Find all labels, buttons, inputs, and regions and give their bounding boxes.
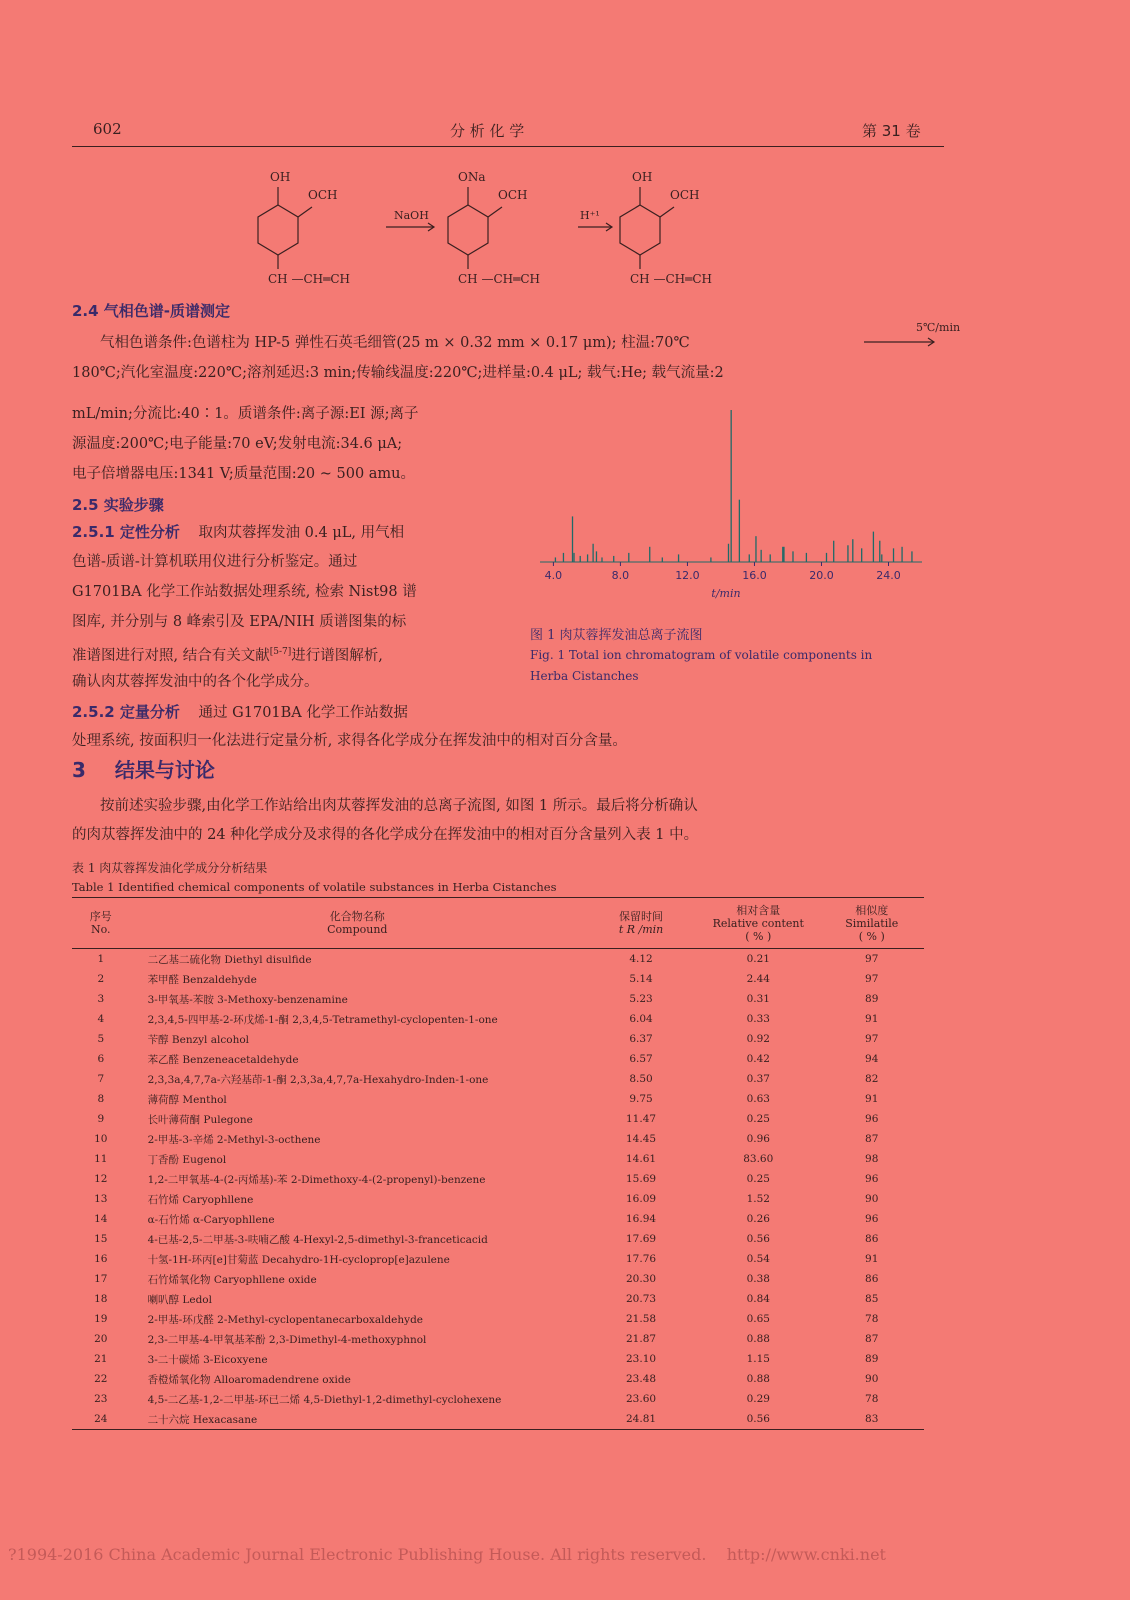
cell-retention-time: 21.58 xyxy=(626,1313,657,1325)
cell-no: 9 xyxy=(97,1113,105,1125)
cell-similarity: 82 xyxy=(865,1073,879,1085)
cell-compound: 石竹烯氧化物 Caryophllene oxide xyxy=(147,1273,317,1286)
qualitative-line6: 确认肉苁蓉挥发油中的各个化学成分。 xyxy=(72,674,319,690)
cell-no: 1 xyxy=(97,953,105,965)
cell-compound: 二乙基二硫化物 Diethyl disulfide xyxy=(147,953,312,966)
cell-no: 19 xyxy=(94,1313,108,1325)
table-row xyxy=(72,1029,924,1049)
cell-no: 6 xyxy=(97,1053,105,1065)
ms-conditions-line3: 电子倍增器电压:1341 V;质量范围:20 ~ 500 amu。 xyxy=(72,466,416,482)
cell-retention-time: 23.60 xyxy=(626,1393,657,1405)
cell-relative-content: 0.88 xyxy=(746,1333,770,1345)
cell-compound: 3-二十碳烯 3-Eicoxyene xyxy=(147,1353,268,1366)
cell-compound: 丁香酚 Eugenol xyxy=(147,1153,227,1166)
table-caption-en: Table 1 Identified chemical components of volatile substances in Herba Cistanches xyxy=(72,880,557,894)
cell-no: 14 xyxy=(94,1213,108,1225)
benzene-ring-1 xyxy=(258,205,298,255)
results-paragraph-line2: 的肉苁蓉挥发油中的 24 种化学成分及求得的各化学成分在挥发油中的相对百分含量列入表 1 中。 xyxy=(72,827,699,843)
table-row xyxy=(72,1289,924,1309)
table-row xyxy=(72,1209,924,1229)
th-rt-cn: 保留时间 xyxy=(619,910,664,923)
cell-retention-time: 20.30 xyxy=(626,1273,657,1285)
th-rc-unit: ( % ) xyxy=(745,929,772,943)
m1-top-label: OH xyxy=(270,170,291,184)
cell-no: 2 xyxy=(97,973,105,985)
table-row xyxy=(72,1309,924,1329)
section-2-5-1-title: 2.5.1 定性分析 xyxy=(72,523,180,541)
cell-similarity: 86 xyxy=(865,1273,879,1285)
table-row xyxy=(72,1069,924,1089)
th-sim-en: Similatile xyxy=(845,916,899,930)
table-row xyxy=(72,1349,924,1369)
cell-relative-content: 0.42 xyxy=(746,1053,770,1065)
cell-similarity: 97 xyxy=(865,1033,879,1045)
table-row xyxy=(72,1129,924,1149)
cell-retention-time: 15.69 xyxy=(626,1173,657,1185)
m2-chain-label: CH —CH═CH xyxy=(458,272,540,286)
benzene-ring-2 xyxy=(448,205,488,255)
section-3-heading: 结果与讨论 xyxy=(114,758,215,782)
ramp-arrow xyxy=(862,337,938,347)
th-rc-cn: 相对含量 xyxy=(736,903,781,917)
cell-relative-content: 0.96 xyxy=(746,1133,770,1145)
cell-compound: 1,2-二甲氧基-4-(2-丙烯基)-苯 2-Dimethoxy-4-(2-propenyl)-benzene xyxy=(147,1173,486,1186)
qualitative-line4: 图库, 并分别与 8 峰索引及 EPA/NIH 质谱图集的标 xyxy=(72,614,407,630)
cell-retention-time: 23.10 xyxy=(626,1353,657,1365)
cell-compound: 2-甲基-3-辛烯 2-Methyl-3-octhene xyxy=(147,1133,321,1146)
cell-compound: 3-甲氧基-苯胺 3-Methoxy-benzenamine xyxy=(147,993,348,1006)
cell-compound: 苄醇 Benzyl alcohol xyxy=(147,1033,250,1046)
cell-similarity: 78 xyxy=(865,1313,879,1325)
cell-no: 16 xyxy=(94,1253,108,1265)
table-row xyxy=(72,1049,924,1069)
cell-compound: 石竹烯 Caryophllene xyxy=(147,1193,254,1206)
cell-retention-time: 4.12 xyxy=(629,953,653,965)
cell-no: 23 xyxy=(94,1393,108,1405)
cell-compound: 苯乙醛 Benzeneacetaldehyde xyxy=(147,1053,299,1066)
cell-retention-time: 16.94 xyxy=(626,1213,657,1225)
cell-similarity: 78 xyxy=(865,1393,879,1405)
cell-relative-content: 2.44 xyxy=(746,973,770,985)
qualitative-line5b: 进行谱图解析, xyxy=(291,647,383,664)
cell-retention-time: 20.73 xyxy=(626,1293,657,1305)
cell-retention-time: 14.61 xyxy=(626,1153,657,1165)
table-row xyxy=(72,1089,924,1109)
cell-similarity: 86 xyxy=(865,1233,879,1245)
cell-similarity: 94 xyxy=(865,1053,879,1065)
cell-compound: 苯甲醛 Benzaldehyde xyxy=(147,973,257,986)
cell-retention-time: 5.23 xyxy=(629,993,653,1005)
cell-similarity: 96 xyxy=(865,1213,879,1225)
cell-relative-content: 1.52 xyxy=(746,1193,770,1205)
reaction-scheme xyxy=(240,165,760,295)
cell-no: 22 xyxy=(94,1373,108,1385)
table-row xyxy=(72,1269,924,1289)
gc-conditions-line2: 180℃;汽化室温度:220℃;溶剂延迟:3 min;传输线温度:220℃;进样量:0.4 μL; 载气:He; 载气流量:2 xyxy=(72,365,724,381)
th-rc-en: Relative content xyxy=(712,916,804,930)
th-no-en: No. xyxy=(91,923,111,936)
cell-similarity: 90 xyxy=(865,1193,879,1205)
table-row xyxy=(72,969,924,989)
page-number: 602 xyxy=(93,120,122,138)
cell-similarity: 85 xyxy=(865,1293,879,1305)
cell-compound: 香橙烯氧化物 Alloaromadendrene oxide xyxy=(147,1373,351,1386)
cell-similarity: 89 xyxy=(865,993,879,1005)
table-row xyxy=(72,1229,924,1249)
cell-relative-content: 0.25 xyxy=(746,1113,770,1125)
table-row xyxy=(72,1409,924,1430)
journal-name: 分 析 化 学 xyxy=(450,122,525,140)
table-row xyxy=(72,1389,924,1409)
section-2-5-2-title: 2.5.2 定量分析 xyxy=(72,703,180,721)
cell-compound: 十氢-1H-环丙[e]甘菊蓝 Decahydro-1H-cycloprop[e]azulene xyxy=(147,1253,450,1266)
cell-no: 21 xyxy=(94,1353,108,1365)
cell-similarity: 91 xyxy=(865,1093,879,1105)
figure-caption-en-2: Herba Cistanches xyxy=(530,669,639,683)
table-caption-cn: 表 1 肉苁蓉挥发油化学成分分析结果 xyxy=(72,861,268,875)
cell-retention-time: 16.09 xyxy=(626,1193,657,1205)
table-row xyxy=(72,1169,924,1189)
cell-compound: α-石竹烯 α-Caryophllene xyxy=(147,1213,275,1226)
th-compound-cn: 化合物名称 xyxy=(329,910,385,923)
cell-similarity: 91 xyxy=(865,1253,879,1265)
cell-no: 4 xyxy=(97,1013,105,1025)
cell-retention-time: 17.76 xyxy=(626,1253,657,1265)
table-row xyxy=(72,1149,924,1169)
cell-retention-time: 6.37 xyxy=(629,1033,653,1045)
ramp-rate: 5℃/min xyxy=(916,321,961,334)
cell-retention-time: 14.45 xyxy=(626,1133,657,1145)
x-tick-label: 20.0 xyxy=(809,569,834,582)
table-row xyxy=(72,1249,924,1269)
cell-relative-content: 0.63 xyxy=(746,1093,770,1105)
m1-chain-label: CH —CH═CH xyxy=(268,272,350,286)
x-tick-label: 12.0 xyxy=(675,569,700,582)
cell-compound: 4,5-二乙基-1,2-二甲基-环已二烯 4,5-Diethyl-1,2-dimethyl-cyclohexene xyxy=(147,1393,502,1406)
cell-relative-content: 0.56 xyxy=(746,1413,770,1425)
cell-similarity: 91 xyxy=(865,1013,879,1025)
cell-relative-content: 0.21 xyxy=(746,953,770,965)
table-row xyxy=(72,1009,924,1029)
cell-no: 5 xyxy=(97,1033,105,1045)
x-tick-label: 16.0 xyxy=(742,569,767,582)
cell-relative-content: 0.56 xyxy=(746,1233,770,1245)
th-sim-cn: 相似度 xyxy=(855,903,889,917)
citation-ref: [5-7] xyxy=(269,647,292,657)
cell-retention-time: 11.47 xyxy=(626,1113,657,1125)
cell-retention-time: 8.50 xyxy=(629,1073,653,1085)
reagent-acid: H⁺¹ xyxy=(580,209,600,222)
cell-no: 12 xyxy=(94,1173,108,1185)
x-tick-label: 24.0 xyxy=(876,569,901,582)
cell-retention-time: 9.75 xyxy=(629,1093,653,1105)
th-sim-unit: ( % ) xyxy=(858,929,885,943)
cell-retention-time: 6.04 xyxy=(629,1013,653,1025)
cell-relative-content: 0.29 xyxy=(746,1393,770,1405)
table-row xyxy=(72,1329,924,1349)
cell-similarity: 96 xyxy=(865,1113,879,1125)
cell-compound: 2,3,3a,4,7,7a-六羟基茚-1-酮 2,3,3a,4,7,7a-Hexahydro-Inden-1-one xyxy=(147,1073,489,1086)
cell-relative-content: 1.15 xyxy=(746,1353,770,1365)
ms-conditions-line2: 源温度:200℃;电子能量:70 eV;发射电流:34.6 μA; xyxy=(72,436,403,452)
table-row xyxy=(72,1189,924,1209)
m2-sub-label: OCH xyxy=(498,188,528,202)
table-row xyxy=(72,989,924,1009)
cell-similarity: 90 xyxy=(865,1373,879,1385)
chromatogram-chart xyxy=(530,400,930,610)
cell-no: 13 xyxy=(94,1193,108,1205)
m3-sub-label: OCH xyxy=(670,188,700,202)
cell-no: 3 xyxy=(97,993,105,1005)
x-tick-label: 4.0 xyxy=(544,569,563,582)
cell-retention-time: 24.81 xyxy=(626,1413,657,1425)
cell-compound: 喇叭醇 Ledol xyxy=(147,1293,212,1306)
cell-relative-content: 0.65 xyxy=(746,1313,770,1325)
benzene-ring-3 xyxy=(620,205,660,255)
cell-compound: 2-甲基-环戊醛 2-Methyl-cyclopentanecarboxaldehyde xyxy=(147,1313,424,1326)
cell-compound: 长叶薄荷酮 Pulegone xyxy=(147,1113,253,1126)
cell-compound: 二十六烷 Hexacasane xyxy=(147,1413,258,1426)
cell-similarity: 97 xyxy=(865,953,879,965)
cell-relative-content: 0.54 xyxy=(746,1253,770,1265)
gc-conditions-line1: 气相色谱条件:色谱柱为 HP-5 弹性石英毛细管(25 m × 0.32 mm × 0.17 μm); 柱温:70℃ xyxy=(100,335,690,351)
cell-relative-content: 0.37 xyxy=(746,1073,770,1085)
results-paragraph-line1: 按前述实验步骤,由化学工作站给出肉苁蓉挥发油的总离子流图, 如图 1 所示。最后将分析确认 xyxy=(100,798,698,814)
cell-relative-content: 0.88 xyxy=(746,1373,770,1385)
cell-similarity: 87 xyxy=(865,1333,879,1345)
cell-similarity: 97 xyxy=(865,973,879,985)
figure-caption-cn: 图 1 肉苁蓉挥发油总离子流图 xyxy=(530,628,703,643)
cell-retention-time: 5.14 xyxy=(629,973,653,985)
chart-xlabel: t/min xyxy=(711,587,741,600)
cell-relative-content: 0.84 xyxy=(746,1293,770,1305)
cell-retention-time: 23.48 xyxy=(626,1373,657,1385)
table-row xyxy=(72,949,924,970)
cell-no: 17 xyxy=(94,1273,108,1285)
section-3-number: 3 xyxy=(72,758,86,782)
cell-compound: 薄荷醇 Menthol xyxy=(147,1093,227,1106)
qualitative-line1: 取肉苁蓉挥发油 0.4 μL, 用气相 xyxy=(198,525,405,541)
cell-compound: 2,3-二甲基-4-甲氧基苯酚 2,3-Dimethyl-4-methoxyphnol xyxy=(147,1333,427,1346)
cell-relative-content: 0.33 xyxy=(746,1013,770,1025)
section-2-4-heading: 2.4 气相色谱-质谱测定 xyxy=(72,302,231,320)
cell-similarity: 83 xyxy=(865,1413,879,1425)
cell-relative-content: 83.60 xyxy=(743,1153,774,1165)
cell-relative-content: 0.31 xyxy=(746,993,770,1005)
cell-no: 11 xyxy=(94,1153,108,1165)
th-rt-en: t R /min xyxy=(618,923,664,936)
cell-no: 8 xyxy=(97,1093,105,1105)
cell-retention-time: 17.69 xyxy=(626,1233,657,1245)
th-no-cn: 序号 xyxy=(89,910,112,923)
volume-label: 第 31 卷 xyxy=(862,122,921,140)
cell-similarity: 87 xyxy=(865,1133,879,1145)
cell-retention-time: 21.87 xyxy=(626,1333,657,1345)
m3-chain-label: CH —CH═CH xyxy=(630,272,712,286)
ms-conditions-line1: mL/min;分流比:40∶1。质谱条件:离子源:EI 源;离子 xyxy=(72,406,419,422)
cell-similarity: 89 xyxy=(865,1353,879,1365)
table-header-row xyxy=(72,898,924,949)
quantitative-line2: 处理系统, 按面积归一化法进行定量分析, 求得各化学成分在挥发油中的相对百分含量。 xyxy=(72,733,627,749)
table-row xyxy=(72,1109,924,1129)
cell-no: 20 xyxy=(94,1333,108,1345)
cell-relative-content: 0.92 xyxy=(746,1033,770,1045)
qualitative-line3: G1701BA 化学工作站数据处理系统, 检索 Nist98 谱 xyxy=(72,584,417,600)
cell-no: 18 xyxy=(94,1293,108,1305)
cell-relative-content: 0.38 xyxy=(746,1273,770,1285)
cell-no: 15 xyxy=(94,1233,108,1245)
m2-top-label: ONa xyxy=(458,170,486,184)
m1-sub-label: OCH xyxy=(308,188,338,202)
cell-compound: 2,3,4,5-四甲基-2-环戊烯-1-酮 2,3,4,5-Tetramethyl-cyclopenten-1-one xyxy=(147,1013,498,1026)
cell-similarity: 96 xyxy=(865,1173,879,1185)
header-rule xyxy=(72,146,944,147)
table-1 xyxy=(72,897,924,1430)
quantitative-line1: 通过 G1701BA 化学工作站数据 xyxy=(198,705,408,721)
cell-no: 7 xyxy=(97,1073,105,1085)
cell-similarity: 98 xyxy=(865,1153,879,1165)
cell-no: 24 xyxy=(94,1413,108,1425)
figure-caption-en: Fig. 1 Total ion chromatogram of volatile components in xyxy=(530,648,873,662)
reagent-naoh: NaOH xyxy=(394,209,429,222)
copyright-footer: ?1994-2016 China Academic Journal Electronic Publishing House. All rights reserved. http://www.cnki.net xyxy=(8,1545,886,1564)
qualitative-line2: 色谱-质谱-计算机联用仪进行分析鉴定。通过 xyxy=(72,554,358,570)
cell-compound: 4-已基-2,5-二甲基-3-呋喃乙酸 4-Hexyl-2,5-dimethyl-3-franceticacid xyxy=(147,1233,488,1246)
section-2-5-heading: 2.5 实验步骤 xyxy=(72,496,164,514)
cell-relative-content: 0.26 xyxy=(746,1213,770,1225)
table-row xyxy=(72,1369,924,1389)
m3-top-label: OH xyxy=(632,170,653,184)
cell-relative-content: 0.25 xyxy=(746,1173,770,1185)
cell-retention-time: 6.57 xyxy=(629,1053,653,1065)
qualitative-line5a: 准谱图进行对照, 结合有关文献 xyxy=(72,647,270,664)
th-compound-en: Compound xyxy=(327,923,388,936)
cell-no: 10 xyxy=(94,1133,108,1145)
x-tick-label: 8.0 xyxy=(611,569,630,582)
